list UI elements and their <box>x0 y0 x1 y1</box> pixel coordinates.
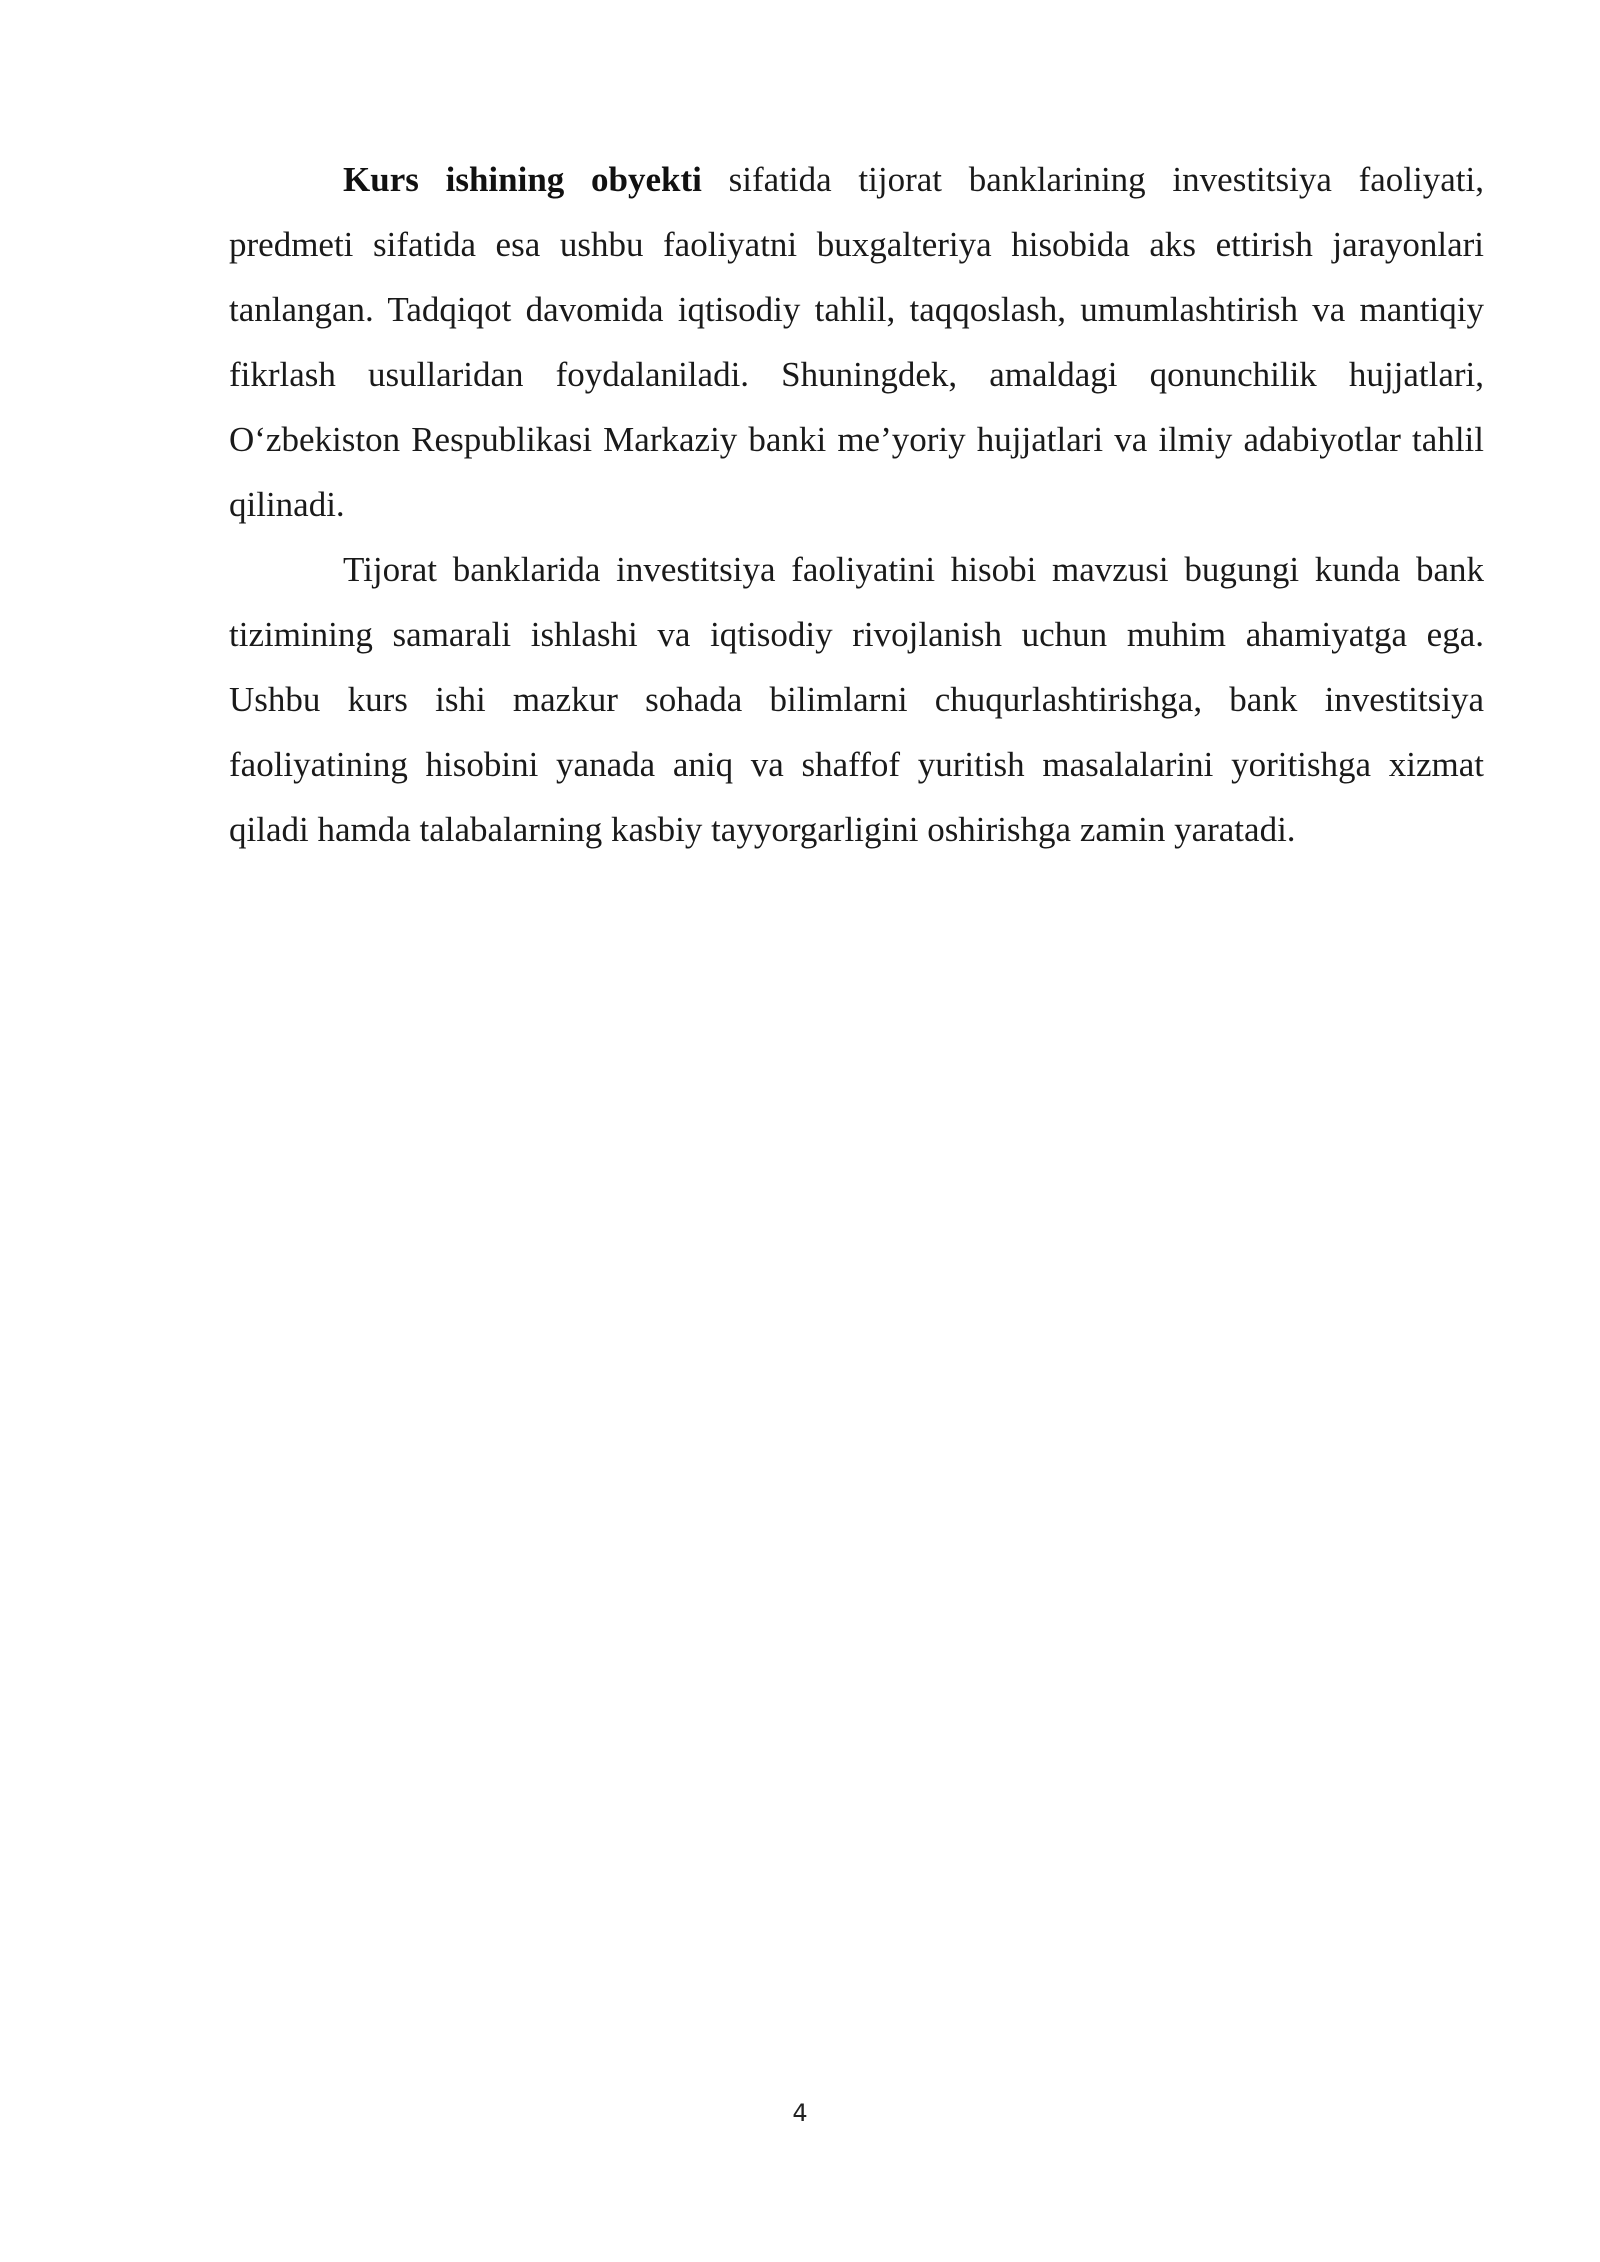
body-text <box>229 147 1484 862</box>
paragraph-course-object <box>229 147 1484 537</box>
page-number: 4 <box>792 2099 808 2127</box>
paragraph-text: Tijorat banklarida investitsiya faoliyatini hisobi mavzusi bugungi kunda bank tizimining samarali ishlashi va iqtisodiy rivojlanish uchun muhim ahamiyatga ega. Ushbu kurs ishi mazkur sohada bilimlarni chuqurlashtirishga, bank investitsiya faoliyatining hisobini yanada aniq va shaffof yuritish masalalarini yoritishga xizmat qiladi hamda talabalarning kasbiy tayyorgarligini oshirishga zamin yaratadi. <box>229 550 1484 849</box>
paragraph-topic-relevance <box>229 537 1484 862</box>
paragraph-text: sifatida tijorat banklarining investitsiya faoliyati, predmeti sifatida esa ushbu faoliyatni buxgalteriya hisobida aks ettirish jarayonlari tanlangan. Tadqiqot davomida iqtisodiy tahlil, taqqoslash, umumlashtirish va mantiqiy fikrlash usullaridan foydalaniladi. Shuningdek, amaldagi qonunchilik hujjatlari, O‘zbekiston Respublikasi Markaziy banki me’yoriy hujjatlari va ilmiy adabiyotlar tahlil qilinadi. <box>229 160 1484 524</box>
bold-lead-text: Kurs ishining obyekti <box>343 160 702 199</box>
